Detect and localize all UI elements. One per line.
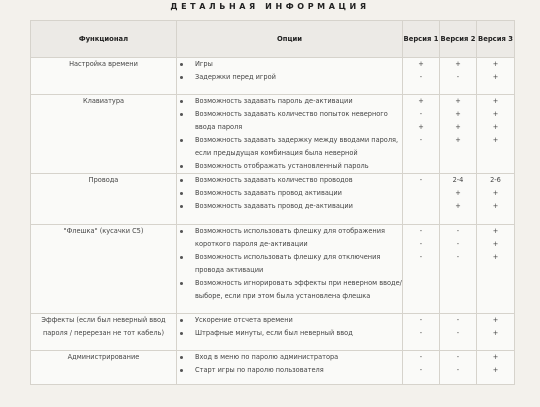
version-2-cell [440,174,477,225]
details-table [30,20,515,385]
version-2-cell [440,314,477,351]
version-3-cell [477,225,515,314]
option-item: Возможность задавать количество попыток неверного ввода пароля [177,108,402,134]
function-cell: Провода [31,174,177,225]
option-item: Возможность игнорировать эффекты при неверном вводе/ выборе, если при этом была установлена флешка [177,277,402,303]
version-2-cell [440,58,477,95]
support-mark: - [419,353,423,361]
support-mark: - [419,316,423,324]
support-mark: 2-6 [490,176,501,184]
support-mark: - [456,73,460,81]
support-mark: + [455,136,461,144]
support-mark: - [456,366,460,374]
options-list [177,174,402,213]
options-cell [177,351,403,385]
support-mark: + [492,136,499,144]
support-mark: - [419,176,423,184]
support-mark: + [455,110,461,118]
options-list [177,58,402,84]
support-mark: - [419,329,423,337]
option-item: Возможность отображать установленный пароль [177,160,402,173]
function-cell: Администрирование [31,351,177,385]
version-1-cell [403,95,440,174]
support-mark: + [455,60,461,68]
support-mark: + [455,123,461,131]
options-list [177,351,402,377]
options-list [177,95,402,173]
version-3-cell [477,351,515,385]
function-cell: Настройка времени [31,58,177,95]
options-list [177,314,402,340]
support-mark: + [492,329,499,337]
support-mark: + [492,366,499,374]
version-2-cell [440,225,477,314]
support-mark: - [419,136,423,144]
header-version-2: Версия 2 [440,21,477,58]
option-item: Возможность задавать количество проводов [177,174,402,187]
option-item: Возможность задавать провод активации [177,187,402,200]
header-functional: Функционал [31,21,177,58]
support-mark [403,187,439,200]
support-mark: + [492,73,499,81]
support-mark: - [419,240,423,248]
support-mark: + [418,60,424,68]
version-1-cell [403,58,440,95]
option-item: Вход в меню по паролю администратора [177,351,402,364]
options-list [177,225,402,303]
option-item: Возможность задавать задержку между вводами пароля, если предыдущая комбинация была неверной [177,134,402,160]
support-mark: + [418,123,424,131]
function-cell: Клавиатура [31,95,177,174]
table-body [31,58,515,385]
options-cell [177,95,403,174]
function-cell: Эффекты (если был неверный ввод пароля / перерезан не тот кабель) [31,314,177,351]
option-item: Возможность задавать провод де-активации [177,200,402,213]
version-1-cell [403,174,440,225]
support-mark: + [492,60,499,68]
support-mark: + [492,353,499,361]
support-mark: + [492,202,499,210]
support-mark: + [455,189,461,197]
option-item: Игры [177,58,402,71]
support-mark: + [492,110,499,118]
options-cell [177,58,403,95]
table-row [31,58,515,95]
support-mark: - [456,329,460,337]
option-item: Возможность использовать флешку для отображения короткого пароля де-активации [177,225,402,251]
version-2-cell [440,95,477,174]
header-version-3: Версия 3 [477,21,515,58]
function-cell: "Флешка" (кусачки С5) [31,225,177,314]
support-mark: + [492,253,499,261]
version-1-cell [403,314,440,351]
page-title: ДЕТАЛЬНАЯ ИНФОРМАЦИЯ [170,2,370,11]
support-mark: - [419,366,423,374]
option-item: Старт игры по паролю пользователя [177,364,402,377]
support-mark: - [419,253,423,261]
table-row [31,174,515,225]
support-mark: - [456,316,460,324]
support-mark: - [456,353,460,361]
version-2-cell [440,351,477,385]
support-mark: + [492,227,499,235]
support-mark: - [456,240,460,248]
version-3-cell [477,174,515,225]
version-1-cell [403,351,440,385]
options-cell [177,225,403,314]
options-cell [177,174,403,225]
table-header-row [31,21,515,58]
support-mark: + [492,97,499,105]
support-mark: - [456,253,460,261]
support-mark: + [492,316,499,324]
version-3-cell [477,95,515,174]
support-mark: - [419,110,423,118]
support-mark: - [456,227,460,235]
support-mark: + [455,97,461,105]
header-options: Опции [177,21,403,58]
support-mark: - [419,227,423,235]
table-row [31,351,515,385]
support-mark: + [492,189,499,197]
support-mark: + [418,97,424,105]
option-item: Задержки перед игрой [177,71,402,84]
version-3-cell [477,314,515,351]
options-cell [177,314,403,351]
support-mark: + [492,240,499,248]
support-mark [403,200,439,213]
support-mark: + [455,202,461,210]
support-mark: - [419,73,423,81]
option-item: Возможность использовать флешку для отключения провода активации [177,251,402,277]
option-item: Ускорение отсчета времени [177,314,402,327]
version-3-cell [477,58,515,95]
table-row [31,225,515,314]
version-1-cell [403,225,440,314]
support-mark: + [492,123,499,131]
table-row [31,95,515,174]
option-item: Возможность задавать пароль де-активации [177,95,402,108]
header-version-1: Версия 1 [403,21,440,58]
option-item: Штрафные минуты, если был неверный ввод [177,327,402,340]
table-row [31,314,515,351]
support-mark: 2-4 [452,176,464,184]
